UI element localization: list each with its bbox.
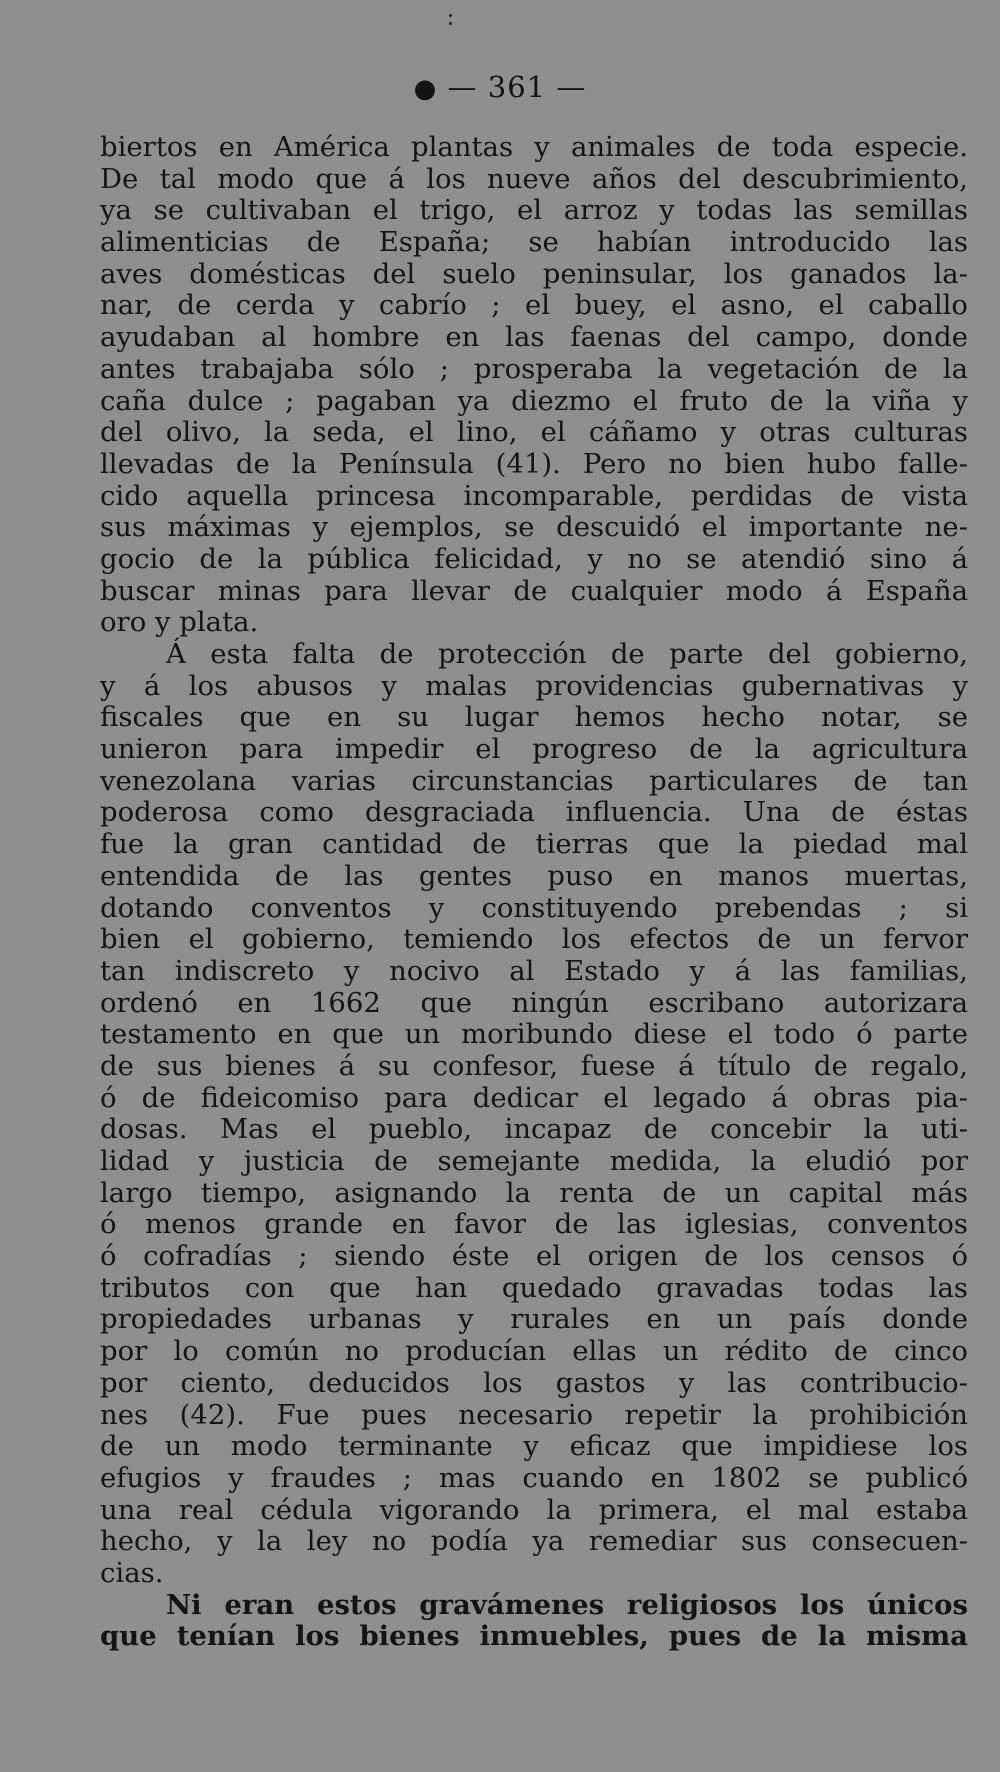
text-line: gocio de la pública felicidad, y no se atendió sino á bbox=[100, 542, 968, 575]
text-line: cido aquella princesa incomparable, perdidas de vista bbox=[100, 479, 968, 512]
text-line: testamento en que un moribundo diese el todo ó parte bbox=[100, 1018, 968, 1051]
text-line: fue la gran cantidad de tierras que la piedad mal bbox=[100, 828, 968, 861]
page-number: — 361 — bbox=[447, 70, 587, 104]
text-line: ayudaban al hombre en las faenas del campo, donde bbox=[100, 321, 968, 354]
text-line: alimenticias de España; se habían introducido las bbox=[100, 226, 968, 259]
text-line: y á los abusos y malas providencias gubernativas y bbox=[100, 669, 968, 702]
text-line: por lo común no producían ellas un rédito de cinco bbox=[100, 1335, 968, 1368]
text-line: ó de fideicomiso para dedicar el legado á obras pia- bbox=[100, 1081, 968, 1114]
text-line: Ni eran estos gravámenes religiosos los únicos bbox=[166, 1588, 968, 1621]
text-line: fiscales que en su lugar hemos hecho notar, se bbox=[100, 701, 968, 734]
text-line: lidad y justicia de semejante medida, la eludió por bbox=[100, 1145, 968, 1177]
body-text bbox=[100, 132, 968, 1653]
text-line: oro y plata. bbox=[100, 606, 259, 639]
text-line: dotando conventos y constituyendo prebendas ; si bbox=[100, 891, 968, 924]
text-line: de sus bienes á su confesor, fuese á título de regalo, bbox=[100, 1049, 968, 1082]
text-line: largo tiempo, asignando la renta de un capital más bbox=[100, 1176, 968, 1209]
text-line: ordenó en 1662 que ningún escribano autorizara bbox=[100, 986, 968, 1019]
text-line: cias. bbox=[100, 1556, 164, 1589]
text-line: nes (42). Fue pues necesario repetir la prohibición bbox=[100, 1398, 968, 1431]
scan-speck bbox=[449, 14, 452, 17]
text-line: tributos con que han quedado gravadas todas las bbox=[100, 1271, 968, 1304]
text-line: buscar minas para llevar de cualquier modo á España bbox=[100, 574, 968, 607]
scan-speck bbox=[449, 22, 452, 25]
text-line: efugios y fraudes ; mas cuando en 1802 se publicó bbox=[100, 1461, 968, 1494]
text-line: De tal modo que á los nueve años del descubrimiento, bbox=[100, 162, 968, 195]
text-line: una real cédula vigorando la primera, el mal estaba bbox=[100, 1493, 968, 1526]
text-line: nar, de cerda y cabrío ; el buey, el asno, el caballo bbox=[100, 289, 968, 322]
text-line: ó cofradías ; siendo éste el origen de los censos ó bbox=[100, 1240, 968, 1273]
text-line: aves domésticas del suelo peninsular, los ganados la- bbox=[100, 257, 968, 290]
text-line: unieron para impedir el progreso de la agricultura bbox=[100, 733, 968, 766]
text-line: bien el gobierno, temiendo los efectos de un fervor bbox=[100, 923, 968, 956]
text-line: que tenían los bienes inmuebles, pues de la misma bbox=[100, 1620, 968, 1653]
text-line: tan indiscreto y nocivo al Estado y á las familias, bbox=[100, 954, 968, 987]
text-line: dosas. Mas el pueblo, incapaz de concebir la uti- bbox=[100, 1113, 968, 1146]
text-line: antes trabajaba sólo ; prosperaba la vegetación de la bbox=[100, 352, 968, 385]
text-line: venezolana varias circunstancias particulares de tan bbox=[100, 764, 968, 797]
text-line: biertos en América plantas y animales de toda especie. bbox=[100, 131, 968, 163]
text-line: entendida de las gentes puso en manos muertas, bbox=[100, 859, 968, 892]
text-line: propiedades urbanas y rurales en un país donde bbox=[100, 1303, 968, 1336]
text-line: poderosa como desgraciada influencia. Una de éstas bbox=[100, 796, 968, 829]
text-line: ó menos grande en favor de las iglesias, conventos bbox=[100, 1208, 968, 1241]
text-line: del olivo, la seda, el lino, el cáñamo y otras culturas bbox=[100, 416, 968, 449]
text-line: Á esta falta de protección de parte del gobierno, bbox=[166, 638, 968, 670]
text-line: ya se cultivaban el trigo, el arroz y todas las semillas bbox=[100, 194, 968, 227]
text-line: sus máximas y ejemplos, se descuidó el importante ne- bbox=[100, 511, 968, 544]
page-header bbox=[0, 70, 1000, 104]
text-line: llevadas de la Península (41). Pero no bien hubo falle- bbox=[100, 447, 968, 480]
text-line: caña dulce ; pagaban ya diezmo el fruto de la viña y bbox=[100, 384, 968, 417]
bullet-mark: ● bbox=[413, 74, 438, 104]
text-line: de un modo terminante y eficaz que impidiese los bbox=[100, 1430, 968, 1463]
text-line: por ciento, deducidos los gastos y las contribucio- bbox=[100, 1366, 968, 1399]
text-line: hecho, y la ley no podía ya remediar sus consecuen- bbox=[100, 1525, 968, 1558]
